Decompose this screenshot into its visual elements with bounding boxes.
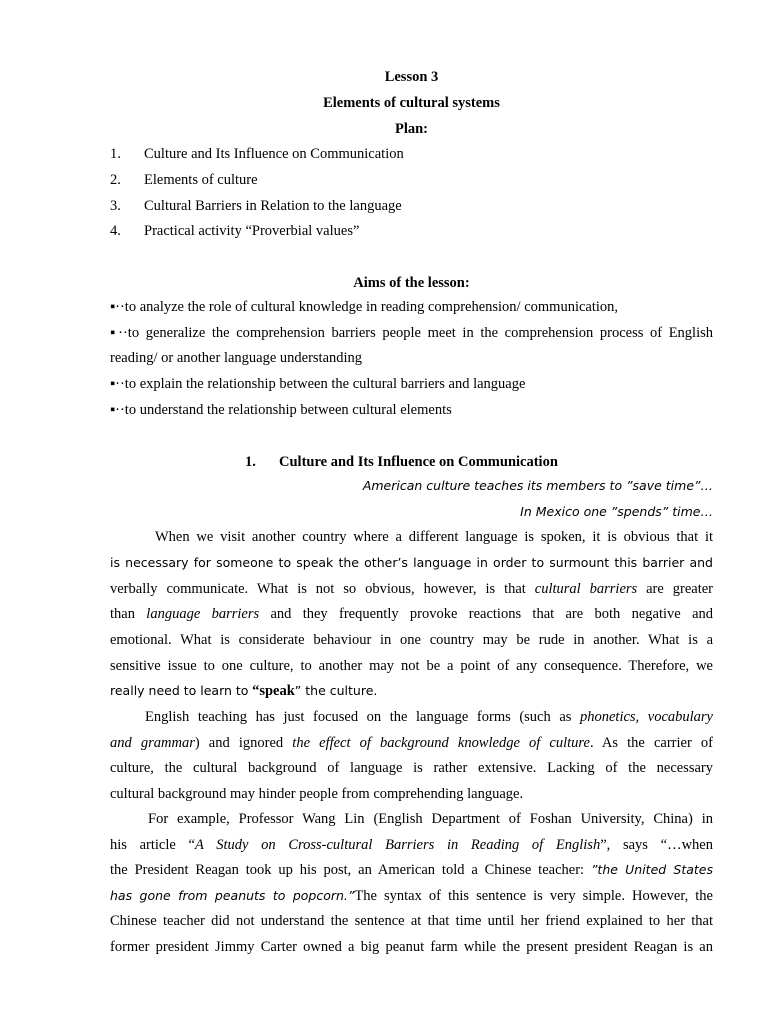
paragraph-line: Chinese teacher did not understand the sentence at that time until her friend explained to her that [110, 913, 713, 929]
emphasis: and grammar [110, 735, 195, 751]
plan-item-number: 2. [110, 172, 121, 188]
plan-heading: Plan: [394, 121, 429, 137]
paragraph-line: For example, Professor Wang Lin (English Department of Foshan University, China) in [148, 811, 713, 827]
aim-item: ▪··to understand the relationship between cultural elements [110, 402, 452, 418]
text-run: his article “ [110, 837, 195, 853]
plan-item [110, 170, 713, 190]
plan-item [110, 196, 713, 216]
text-run: verbally communicate. What is not so obvious, however, is that [110, 581, 526, 597]
paragraph-line: former president Jimmy Carter owned a big peanut farm while the present president Reagan is an [110, 939, 713, 955]
text-run: ” the culture. [294, 683, 378, 698]
plan-item-number: 4. [110, 223, 121, 239]
epigraph-line: American culture teaches its members to ”save time”… [362, 478, 713, 493]
paragraph-line: is necessary for someone to speak the other’s language in order to surmount this barrier and [110, 555, 713, 570]
paragraph-line [110, 579, 713, 599]
paragraph-line [110, 681, 713, 701]
plan-item-number: 3. [110, 198, 121, 214]
epigraph-line: In Mexico one ”spends” time… [520, 504, 713, 519]
text-run: ”, says “…when [600, 837, 713, 853]
paragraph-line: culture, the cultural background of language is rather extensive. Lacking of the necessary [110, 760, 713, 776]
aim-item-continuation: reading/ or another language understanding [110, 350, 363, 366]
plan-item [110, 221, 713, 241]
emphasis: the effect of background knowledge of culture [292, 735, 590, 751]
paragraph-line [110, 860, 713, 880]
paragraph-line [110, 733, 713, 753]
paragraph-line [145, 707, 713, 727]
text-run: than [110, 606, 135, 622]
paragraph-line [110, 835, 713, 855]
emphasis: cultural barriers [534, 581, 638, 597]
quoted-phrase: has gone from peanuts to popcorn.” [110, 888, 355, 903]
text-run: the President Reagan took up his post, an American told a Chinese teacher: [110, 862, 585, 878]
text-run: The syntax of this sentence is very simple. However, the [354, 888, 713, 904]
plan-item-text: Practical activity “Proverbial values” [144, 223, 360, 239]
section-heading [245, 452, 665, 472]
paragraph-line: cultural background may hinder people from comprehending language. [110, 786, 524, 802]
paragraph-line [110, 886, 713, 906]
text-run: . As the carrier of [589, 735, 714, 751]
plan-item-text: Culture and Its Influence on Communication [144, 146, 404, 162]
plan-item [110, 144, 713, 164]
emphasis: phonetics, vocabulary [579, 709, 713, 725]
text-run: and they frequently provoke reactions that are both negative and [270, 606, 714, 622]
aims-heading: Aims of the lesson: [353, 275, 470, 291]
aim-item: ▪··to explain the relationship between the cultural barriers and language [110, 376, 526, 392]
emphasis: language barriers [146, 606, 260, 622]
quoted-phrase: ”the United States [590, 862, 714, 877]
text-run: are greater [646, 581, 713, 597]
text-run: really need to learn to [110, 683, 249, 698]
paragraph-line: emotional. What is considerate behaviour in one country may be rude in another. What is a [110, 632, 713, 648]
plan-item-text: Elements of culture [144, 172, 258, 188]
lesson-number: Lesson 3 [384, 69, 439, 85]
emphasis: A Study on Cross-cultural Barriers in Reading of English [194, 837, 601, 853]
section-number: 1. [245, 454, 256, 470]
plan-item-text: Cultural Barriers in Relation to the language [144, 198, 402, 214]
plan-item-number: 1. [110, 146, 121, 162]
bold-word: “speak [252, 683, 295, 699]
document-title: Elements of cultural systems [323, 95, 500, 111]
text-run: ) and ignored [194, 735, 284, 751]
aim-item: ▪··to generalize the comprehension barriers people meet in the comprehension process of English [110, 325, 713, 341]
paragraph-line [110, 604, 713, 624]
section-title: Culture and Its Influence on Communication [279, 454, 558, 470]
paragraph-line: When we visit another country where a different language is spoken, it is obvious that it [155, 529, 713, 545]
paragraph-line: sensitive issue to one culture, to another may not be a point of any consequence. Therefore, we [110, 658, 713, 674]
text-run: English teaching has just focused on the language forms (such as [145, 709, 572, 725]
aim-item: ▪··to analyze the role of cultural knowledge in reading comprehension/ communication, [110, 299, 619, 315]
